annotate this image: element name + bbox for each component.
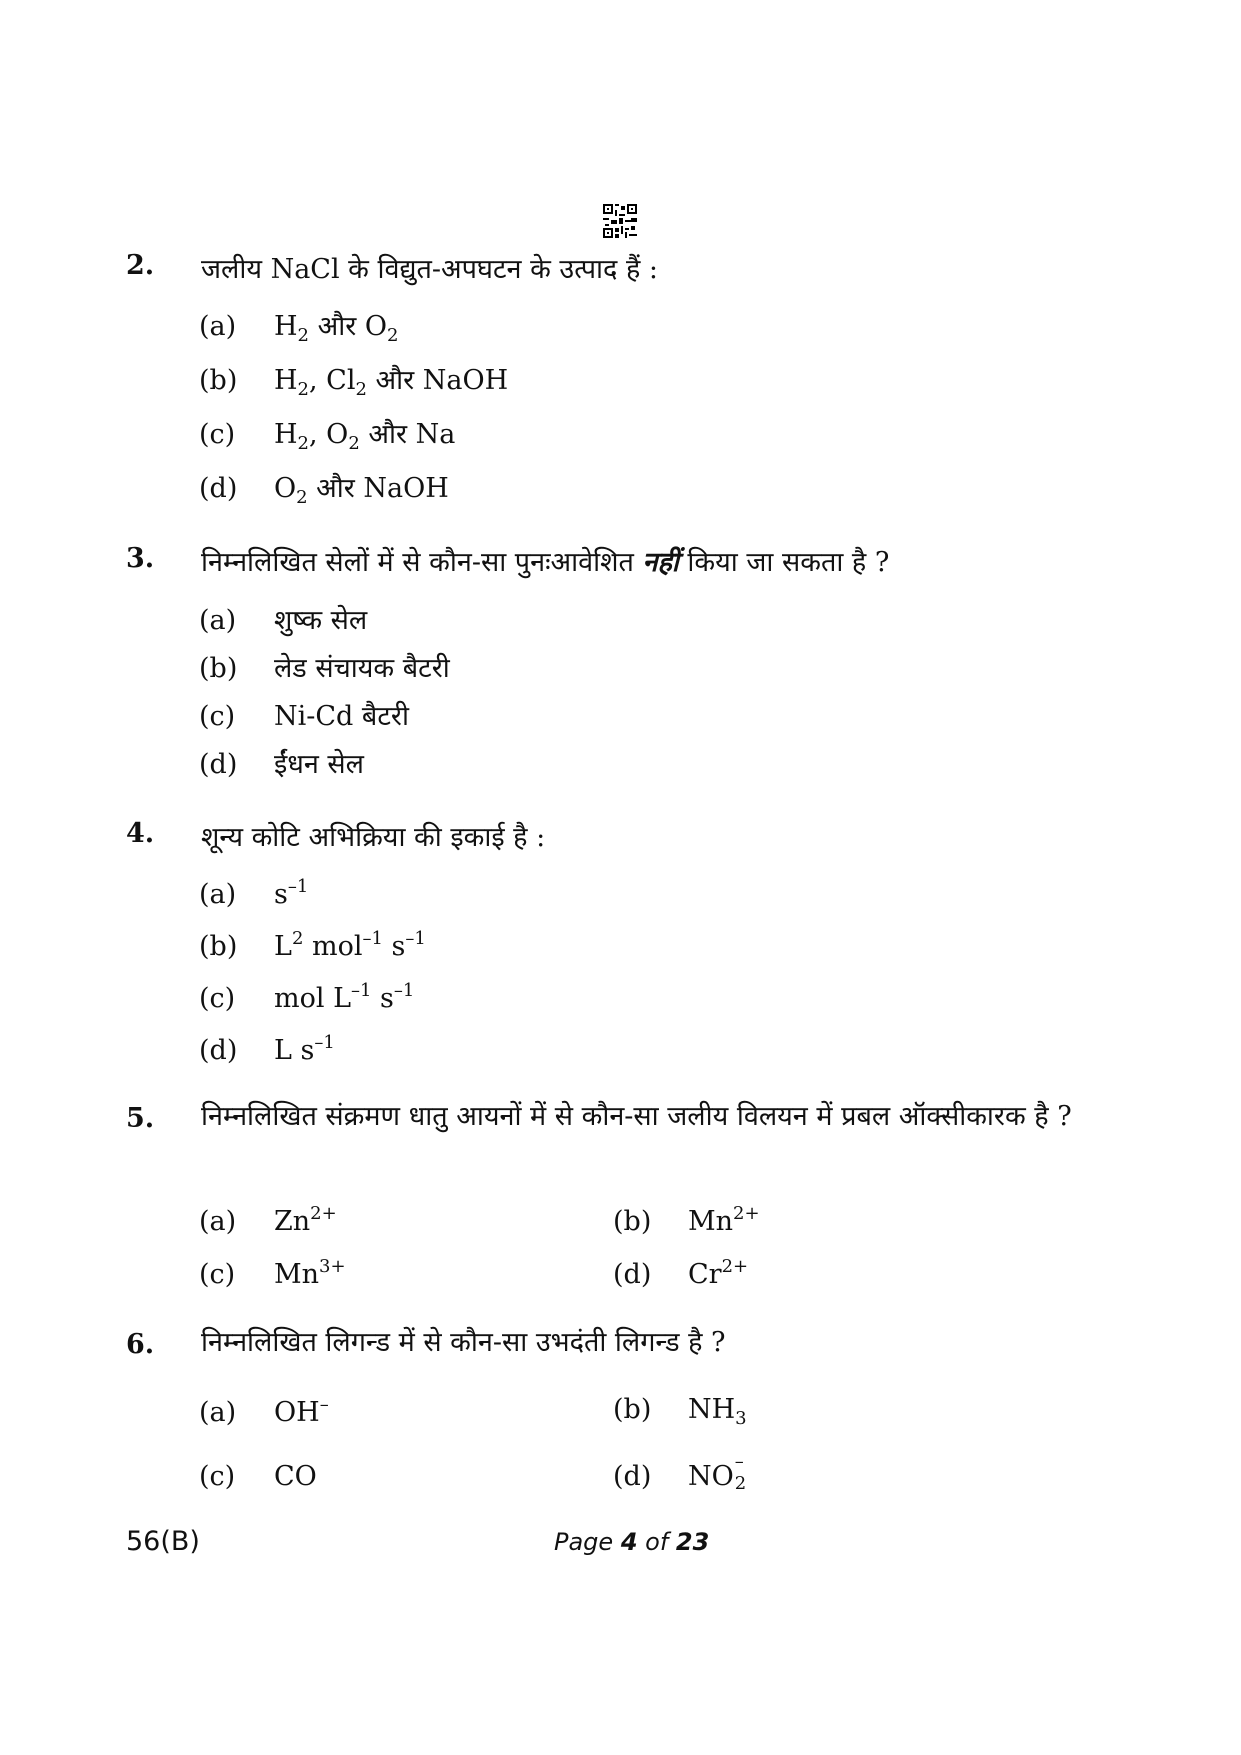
- q5-option-d: (d) $Cr^{2+}$: [613, 1256, 749, 1290]
- q3-option-b: (b) लेड संचायक बैटरी: [199, 653, 450, 684]
- q2-option-a: (a) $H_2$ और $O_2$: [199, 311, 399, 346]
- q6-option-c: (c) CO: [199, 1461, 317, 1492]
- question-text: जलीय NaCl के विद्युत-अपघटन के उत्पाद हैं :: [201, 254, 658, 285]
- question-text: शून्य कोटि अभिक्रिया की इकाई है :: [201, 822, 546, 853]
- q3-option-c: (c) Ni-Cd बैटरी: [199, 701, 409, 732]
- q2-option-d: (d) $O_2$ और NaOH: [199, 473, 449, 508]
- question-number: 6.: [126, 1329, 155, 1360]
- q4-option-d: (d) L $s^{-1}$: [199, 1032, 335, 1066]
- question-number: 5.: [126, 1103, 155, 1134]
- page-number: Page 4 of 23: [554, 1528, 710, 1556]
- q3-option-d: (d) ईंधन सेल: [199, 749, 364, 780]
- q5-option-b: (b) $Mn^{2+}$: [613, 1203, 760, 1237]
- paper-code: 56(B): [126, 1526, 200, 1557]
- q4-option-c: (c) mol $L^{-1}$ $s^{-1}$: [199, 980, 415, 1014]
- q5-option-a: (a) $Zn^{2+}$: [199, 1203, 337, 1237]
- question-text: निम्नलिखित सेलों में से कौन-सा पुनःआवेशित नहीं किया जा सकता है ?: [201, 547, 890, 578]
- question-text: निम्नलिखित संक्रमण धातु आयनों में से कौन-सा जलीय विलयन में प्रबल ऑक्सीकारक है ?: [201, 1101, 1072, 1132]
- q5-option-c: (c) $Mn^{3+}$: [199, 1256, 346, 1290]
- q6-option-d: (d) NO – 2: [613, 1451, 747, 1494]
- q3-option-a: (a) शुष्क सेल: [199, 605, 368, 636]
- question-number: 4.: [126, 818, 155, 849]
- q2-option-b: (b) $H_2$, $Cl_2$ और NaOH: [199, 365, 509, 400]
- question-text: निम्नलिखित लिगन्ड में से कौन-सा उभदंती लिगन्ड है ?: [201, 1327, 726, 1358]
- q2-option-c: (c) $H_2$, $O_2$ और Na: [199, 419, 456, 454]
- question-number: 2.: [126, 250, 155, 281]
- qr-code: [603, 204, 637, 238]
- emphasis-text: नहीं: [642, 547, 679, 578]
- question-number: 3.: [126, 543, 155, 574]
- q4-option-b: (b) $L^2$ mol$^{-1}$ $s^{-1}$: [199, 928, 426, 962]
- q4-option-a: (a) $s^{-1}$: [199, 876, 309, 910]
- q6-option-b: (b) $NH_3$: [613, 1394, 747, 1429]
- q6-option-a: (a) OH–: [199, 1394, 329, 1428]
